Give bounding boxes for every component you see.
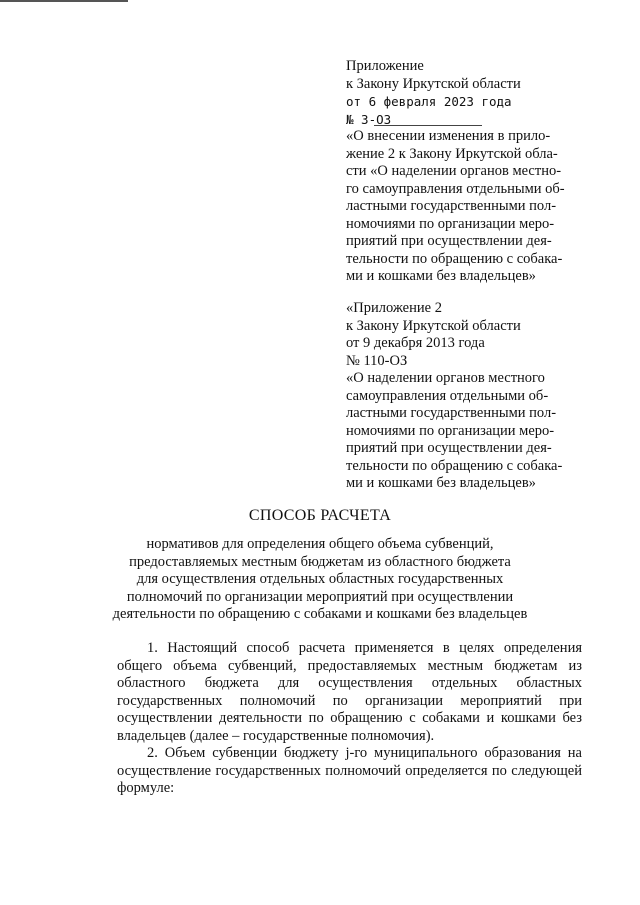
appendix-line: го самоуправления отдельными об- — [346, 180, 565, 197]
appendix-line: тельности по обращению с собака- — [346, 250, 563, 267]
appendix2-header — [346, 300, 592, 493]
appendix-line: жение 2 к Закону Иркутской обла- — [346, 145, 558, 162]
appendix2-line: тельности по обращению с собака- — [346, 457, 563, 474]
appendix-line: «О внесении изменения в прило- — [346, 128, 551, 144]
appendix-line: ми и кошками без владельцев» — [346, 268, 536, 284]
document-subtitle — [60, 536, 580, 624]
subtitle-line: для осуществления отдельных областных государственных — [136, 571, 504, 587]
appendix-line: ластными государственными пол- — [346, 198, 557, 214]
appendix2-label: «Приложение 2 — [346, 300, 442, 316]
appendix-label: Приложение — [346, 58, 424, 74]
scan-edge-line — [0, 0, 128, 2]
appendix-header — [346, 58, 592, 286]
appendix-line: приятий при осуществлении дея- — [346, 233, 552, 249]
appendix-date: от 6 февраля 2023 года — [346, 94, 512, 109]
appendix-line: сти «О наделении органов местно- — [346, 163, 562, 179]
document-body — [117, 640, 582, 798]
appendix-number: № 3-ОЗ — [346, 111, 392, 127]
appendix2-line: «О наделении органов местного — [346, 370, 545, 386]
appendix2-line: ми и кошками без владельцев» — [346, 475, 536, 491]
document-title: СПОСОБ РАСЧЕТА — [248, 507, 392, 524]
appendix2-date: от 9 декабря 2013 года — [346, 335, 485, 351]
appendix2-line: ластными государственными пол- — [346, 405, 557, 421]
number-underline — [374, 125, 482, 126]
subtitle-line: предоставляемых местным бюджетам из областного бюджета — [129, 553, 511, 570]
appendix2-line: приятий при осуществлении дея- — [346, 440, 552, 456]
appendix2-law: к Закону Иркутской области — [346, 317, 521, 334]
appendix2-number: № 110-ОЗ — [346, 352, 408, 369]
paragraph: 1. Настоящий способ расчета применяется в целях определения общего объема субвенций, предоставляемых местным бюджетам из областного бюджета для осуществления отдельных областных государственных полномочий по организации мероприятий при осуществлении деятельности по обращению с собаками и кошками без владельцев (далее – государственные полномочия). — [117, 640, 582, 744]
appendix-law: к Закону Иркутской области — [346, 75, 521, 92]
paragraph: 2. Объем субвенции бюджету j-го муниципального образования на осуществление государственных полномочий определяется по следующей формуле: — [117, 745, 582, 796]
subtitle-line: полномочий по организации мероприятий при осуществлении — [126, 588, 514, 605]
appendix-line: номочиями по организации меро- — [346, 215, 555, 232]
appendix2-line: номочиями по организации меро- — [346, 422, 555, 439]
appendix2-line: самоуправления отдельными об- — [346, 387, 549, 404]
subtitle-line: деятельности по обращению с собаками и кошками без владельцев — [112, 606, 528, 622]
subtitle-line: нормативов для определения общего объема субвенций, — [146, 536, 494, 552]
